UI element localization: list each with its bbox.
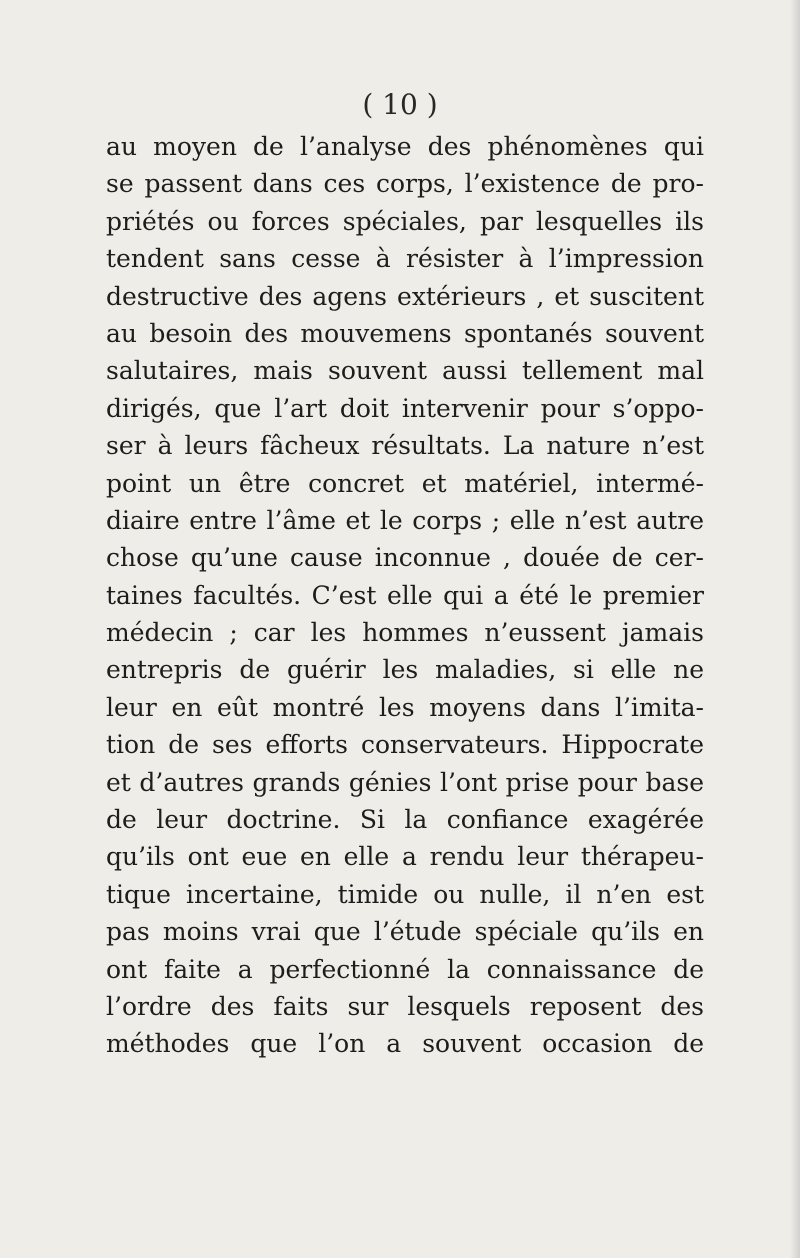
text-line: tendent sans cesse à résister à l’impression — [106, 244, 704, 274]
text-line: ont faite a perfectionné la connaissance de — [106, 954, 704, 984]
text-line: et d’autres grands génies l’ont prise pour base — [106, 767, 704, 797]
text-line: chose qu’une cause inconnue , douée de cer- — [106, 543, 704, 573]
text-line: dirigés, que l’art doit intervenir pour s’oppo- — [106, 393, 704, 423]
text-line: au besoin des mouvemens spontanés souvent — [106, 318, 704, 348]
text-line: médecin ; car les hommes n’eussent jamais — [106, 618, 704, 648]
text-line: l’ordre des faits sur lesquels reposent des — [106, 991, 704, 1021]
text-line: leur en eût montré les moyens dans l’imita- — [106, 692, 704, 722]
text-line: se passent dans ces corps, l’existence de pro- — [106, 169, 704, 199]
page-edge-shadow — [790, 0, 800, 1258]
text-line: au moyen de l’analyse des phénomènes qui — [106, 132, 704, 161]
body-paragraph — [106, 128, 704, 1063]
text-line: tion de ses efforts conservateurs. Hippocrate — [106, 730, 704, 760]
text-line: destructive des agens extérieurs , et suscitent — [106, 281, 704, 311]
text-line: priétés ou forces spéciales, par lesquelles ils — [106, 206, 704, 236]
text-line: diaire entre l’âme et le corps ; elle n’est autre — [106, 505, 704, 535]
text-line: point un être concret et matériel, intermé- — [106, 468, 704, 498]
text-line: tique incertaine, timide ou nulle, il n’en est — [106, 879, 704, 909]
text-line: taines facultés. C’est elle qui a été le premier — [106, 580, 704, 610]
text-line: entrepris de guérir les maladies, si elle ne — [106, 655, 704, 685]
text-line: qu’ils ont eue en elle a rendu leur thérapeu- — [106, 842, 704, 872]
text-line: salutaires, mais souvent aussi tellement mal — [106, 356, 704, 386]
text-line: pas moins vrai que l’étude spéciale qu’ils en — [106, 917, 704, 947]
text-line: méthodes que l’on a souvent occasion de — [106, 1029, 704, 1059]
text-line: de leur doctrine. Si la confiance exagérée — [106, 805, 704, 835]
text-line: ser à leurs fâcheux résultats. La nature n’est — [106, 431, 704, 461]
page-number: ( 10 ) — [362, 88, 438, 121]
